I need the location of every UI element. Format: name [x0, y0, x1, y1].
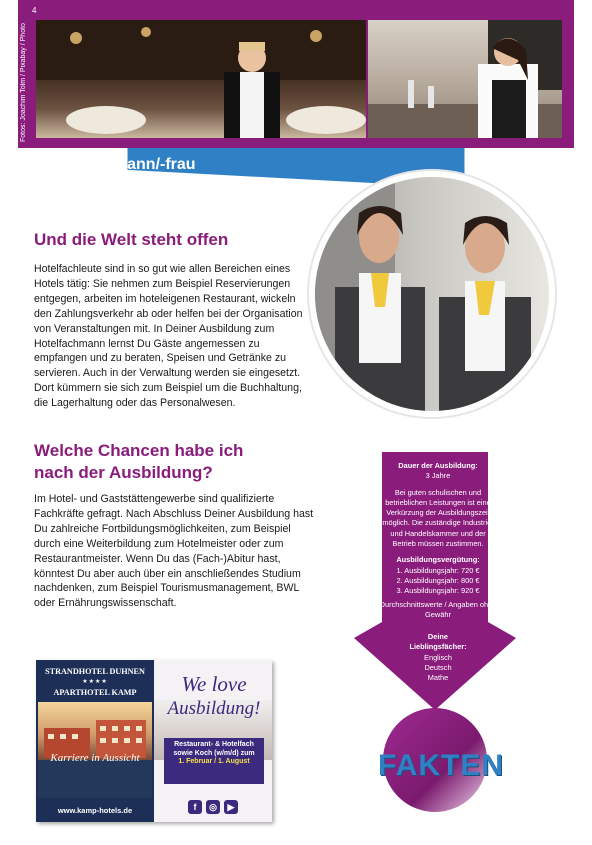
page-number: 4 [32, 6, 37, 15]
ad-hotel-name-1: STRANDHOTEL DUHNEN [45, 667, 145, 676]
section-title: Hotelfachmann/-frau [40, 156, 196, 173]
subject-item: Deutsch [424, 663, 452, 673]
pay-line: 1. Ausbildungsjahr: 720 € [396, 565, 480, 575]
subjects-label-1: Deine [427, 632, 449, 642]
ad-hotel-name-2: APARTHOTEL KAMP [53, 688, 137, 697]
ad-stars: ★★★★ [82, 679, 108, 685]
waitress-photo [368, 20, 562, 138]
pay-label: Ausbildungsvergütung: [396, 555, 480, 565]
ad-hotel-photo [38, 702, 152, 798]
article-body: Hotelfachleute sind in so gut wie allen Bereichen eines Hotels tätig: Sie nehmen zum Beispiel Reservierungen entgegen, arbeiten im hoteleigenen Restaurant, wickeln den Zahlungsverkehr ab oder helfen bei der Organisation von Veranstaltungen mit. In Deiner Ausbildung zum Hotelfachmann lernst Du Gäste angemessen zu empfangen und zu beraten, Speisen und Getränke zu servieren. Auch in der Verwaltung werden sie eingesetzt. Dort kümmern sie sich zum Beispiel um die Buchhaltung, die Lagerhaltung oder das Personalwesen. [34, 263, 303, 410]
subject-item: Englisch [424, 652, 452, 662]
ad-slogan-line1: We love [181, 672, 247, 696]
chances-body: Im Hotel- und Gaststättengewerbe sind qualifizierte Fachkräfte gefragt. Nach Abschluss Deiner Ausbildung hast Du zahlreiche Fortbildungsmöglichkeiten, zum Beispiel durch eine Weiterbildung zum Hotelmeister oder zum Restaurantmeister. Wenn Du das (Fach-)Abitur hast, könntest Du aber auch über ein anschließendes Studium nachdenken, zum Beispiel Tourismusmanagement, BWL oder Ernährungswissenschaft. [34, 493, 314, 610]
ad-offer-dates: 1. Februar / 1. August [178, 758, 250, 766]
ad-offer-line1: Restaurant- & Hotelfach [174, 741, 254, 748]
subjects-label-2: Lieblingsfächer: [409, 642, 467, 652]
chances-heading-line2: nach der Ausbildung? [34, 463, 213, 482]
pay-line: 3. Ausbildungsjahr: 920 € [396, 586, 480, 596]
duration-value: 3 Jahre [425, 471, 451, 481]
instagram-icon[interactable]: ◎ [206, 800, 220, 814]
ad-offer-text [164, 741, 264, 767]
ad-slogan-line2: Ausbildung! [167, 698, 261, 719]
youtube-icon[interactable]: ▶ [224, 800, 238, 814]
facts-stamp: FAKTEN [378, 749, 504, 782]
chances-heading [34, 440, 274, 484]
pay-line: 2. Ausbildungsjahr: 800 € [396, 575, 480, 585]
ad-script-text: Karriere in Aussicht [50, 752, 140, 764]
subject-item: Mathe [427, 673, 449, 683]
article-heading: Und die Welt steht offen [34, 230, 229, 249]
trainees-photo [315, 177, 549, 411]
shortening-note: Bei guten schulischen und betrieblichen Leistungen ist eine Verkürzung der Ausbildungszeit möglich. Die zuständige Industrie- und Handelskammer und der Betrieb müssen zustimmen. [382, 487, 494, 549]
ad-url-link[interactable]: www.kamp-hotels.de [57, 806, 133, 815]
facebook-icon[interactable]: f [188, 800, 202, 814]
pay-note: Durchschnittswerte / Angaben ohne Gewähr [379, 599, 497, 619]
ad-offer-line2: sowie Koch (w/m/d) zum [173, 749, 255, 757]
waiter-photo [36, 20, 366, 138]
chances-heading-line1: Welche Chancen habe ich [34, 441, 244, 460]
photo-credit: Fotos: Joachim Tolm / Pixabay / Photo [20, 23, 27, 142]
facts-content [378, 461, 498, 684]
duration-label: Dauer der Ausbildung: [398, 461, 478, 470]
